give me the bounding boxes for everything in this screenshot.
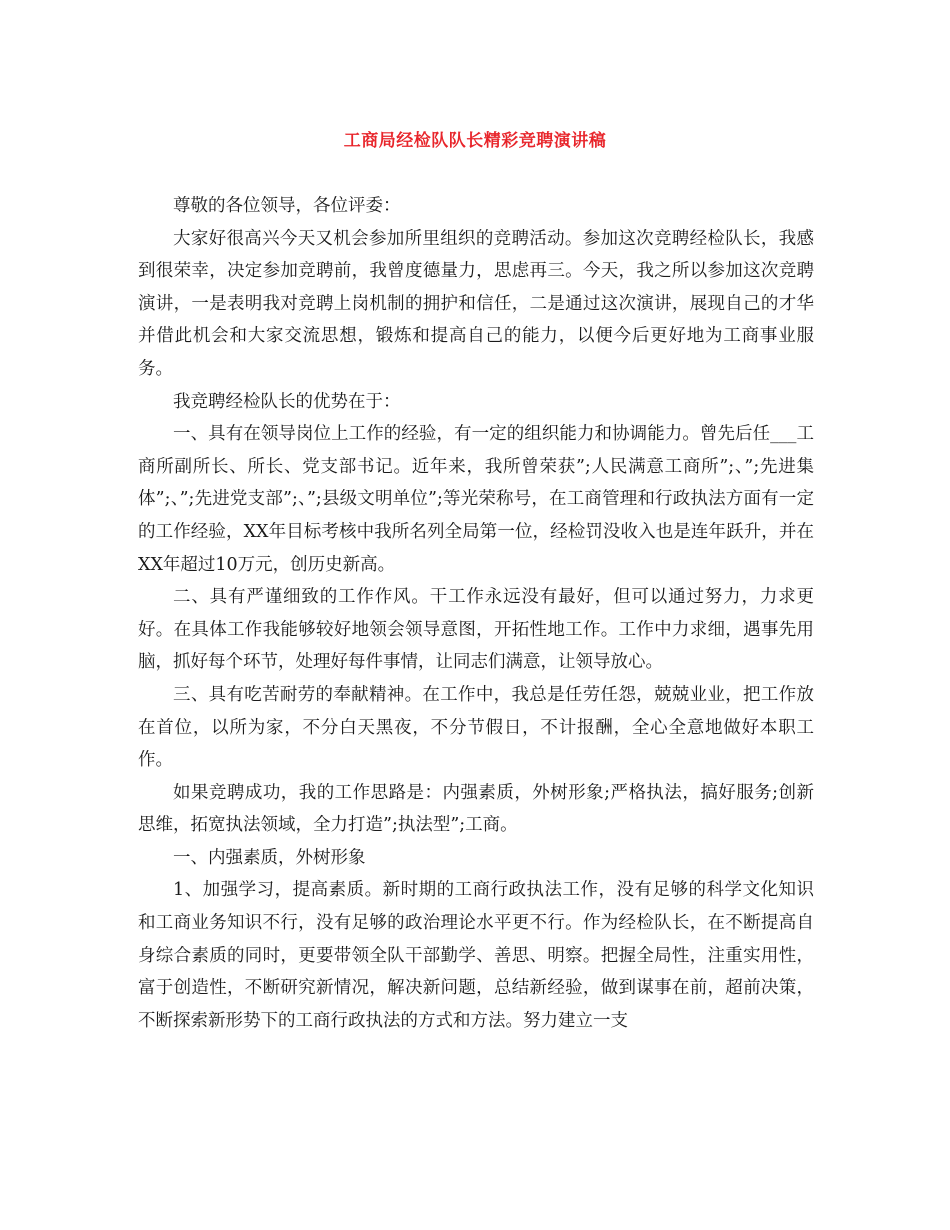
paragraph-intro: 大家好很高兴今天又机会参加所里组织的竞聘活动。参加这次竞聘经检队长，我感到很荣幸，决定参加竞聘前，我曾度德量力，思虑再三。今天，我之所以参加这次竞聘演讲，一是表明我对竞聘上岗机制的拥护和信任，二是通过这次演讲，展现自己的才华并借此机会和大家交流思想，锻炼和提高自己的能力，以便今后更好地为工商事业服务。: [138, 228, 814, 379]
paragraph-work-plan: 如果竞聘成功，我的工作思路是：内强素质，外树形象;严格执法，搞好服务;创新思维，拓宽执法领域，全力打造”;执法型”;工商。: [138, 782, 814, 836]
paragraph-advantages-heading: 我竞聘经检队长的优势在于：: [173, 391, 401, 412]
paragraph-section-heading: 一、内强素质，外树形象: [173, 847, 366, 868]
paragraph-salutation: 尊敬的各位领导，各位评委：: [173, 196, 401, 216]
paragraph-advantage-1: 一、具有在领导岗位上工作的经验，有一定的组织能力和协调能力。曾先后任___工商所副所长、所长、党支部书记。近年来，我所曾荣获”;人民满意工商所”;、”;先进集体”;、”;先进党支部”;、”;县级文明单位”;等光荣称号，在工商管理和行政执法方面有一定的工作经验，XX年目标考核中我所名列全局第一位，经检罚没收入也是连年跃升，并在XX年超过10万元，创历史新高。: [138, 424, 814, 575]
paragraph-study: 1、加强学习，提高素质。新时期的工商行政执法工作，没有足够的科学文化知识和工商业务知识不行，没有足够的政治理论水平更不行。作为经检队长，在不断提高自身综合素质的同时，更要带领全队干部勤学、善思、明察。把握全局性，注重实用性，富于创造性，不断研究新情况，解决新问题，总结新经验，做到谋事在前，超前决策，不断探索新形势下的工商行政执法的方式和方法。努力建立一支: [138, 880, 814, 1031]
paragraph-advantage-2: 二、具有严谨细致的工作作风。干工作永远没有最好，但可以通过努力，力求更好。在具体工作我能够较好地领会领导意图，开拓性地工作。工作中力求细，遇事先用脑，抓好每个环节，处理好每件事情，让同志们满意，让领导放心。: [138, 587, 814, 673]
paragraph-advantage-3: 三、具有吃苦耐劳的奉献精神。在工作中，我总是任劳任怨，兢兢业业，把工作放在首位，以所为家，不分白天黑夜，不分节假日，不计报酬，全心全意地做好本职工作。: [138, 684, 814, 771]
document-body: [138, 190, 814, 1037]
document-title: 工商局经检队队长精彩竞聘演讲稿: [343, 131, 607, 151]
